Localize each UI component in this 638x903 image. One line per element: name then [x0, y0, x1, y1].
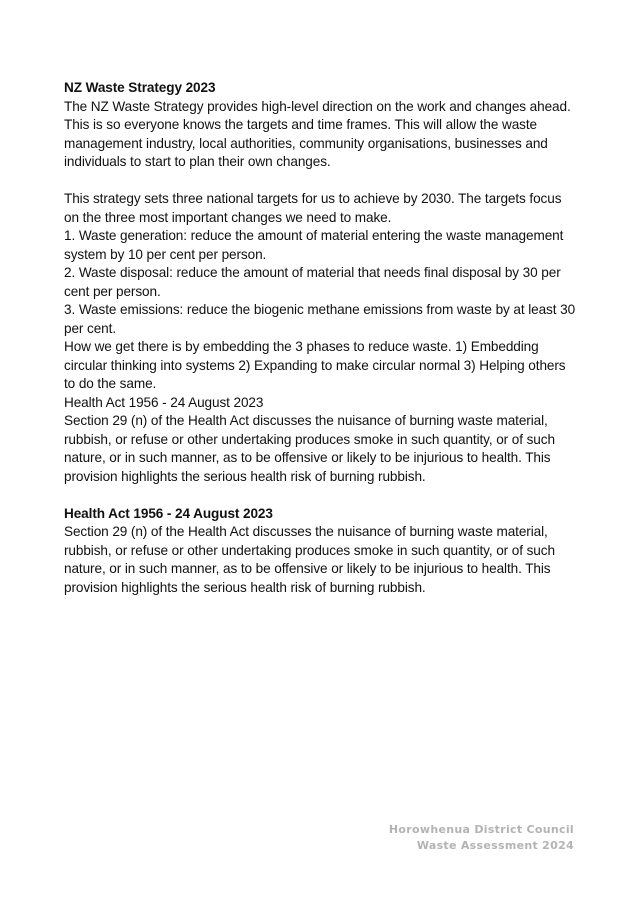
paragraph-targets-intro: This strategy sets three national targets for us to achieve by 2030. The targets focus on the three most important changes we need to make.	[64, 191, 562, 225]
health-act-body: Section 29 (n) of the Health Act discusses the nuisance of burning waste material, rubbish, or refuse or other undertaking produces smoke in such quantity, or of such nature, or in such manner, as to be offensive or likely to be injurious to health. This provision highlights the serious health risk of burning rubbish.	[64, 524, 555, 595]
target-item-3: 3. Waste emissions: reduce the biogenic methane emissions from waste by at least 30 per cent.	[64, 302, 576, 336]
footer-organisation: Horowhenua District Council	[388, 823, 574, 836]
section-heading-waste-strategy: NZ Waste Strategy 2023	[64, 80, 216, 95]
document-body	[64, 79, 578, 597]
health-act-body-plain: Section 29 (n) of the Health Act discusses the nuisance of burning waste material, rubbish, or refuse or other undertaking produces smoke in such quantity, or of such nature, or in such manner, as to be offensive or likely to be injurious to health. This provision highlights the serious health risk of burning rubbish.	[64, 413, 555, 484]
spacer	[64, 486, 578, 505]
target-item-1: 1. Waste generation: reduce the amount of material entering the waste management system by 10 per cent per person.	[64, 228, 564, 262]
target-item-2: 2. Waste disposal: reduce the amount of material that needs final disposal by 30 per cent per person.	[64, 265, 561, 299]
health-act-title-plain: Health Act 1956 - 24 August 2023	[64, 394, 264, 410]
spacer	[64, 172, 578, 191]
page-footer	[389, 822, 574, 854]
footer-document-title: Waste Assessment 2024	[416, 839, 574, 852]
section-heading-health-act: Health Act 1956 - 24 August 2023	[64, 505, 273, 521]
paragraph-intro: The NZ Waste Strategy provides high-level direction on the work and changes ahead. This is so everyone knows the targets and time frames. This will allow the waste management industry, local authorities, community organisations, businesses and individuals to start to plan their own changes.	[64, 98, 571, 169]
paragraph-phases: How we get there is by embedding the 3 phases to reduce waste. 1) Embedding circular thinking into systems 2) Expanding to make circular normal 3) Helping others to do the same.	[64, 339, 566, 391]
